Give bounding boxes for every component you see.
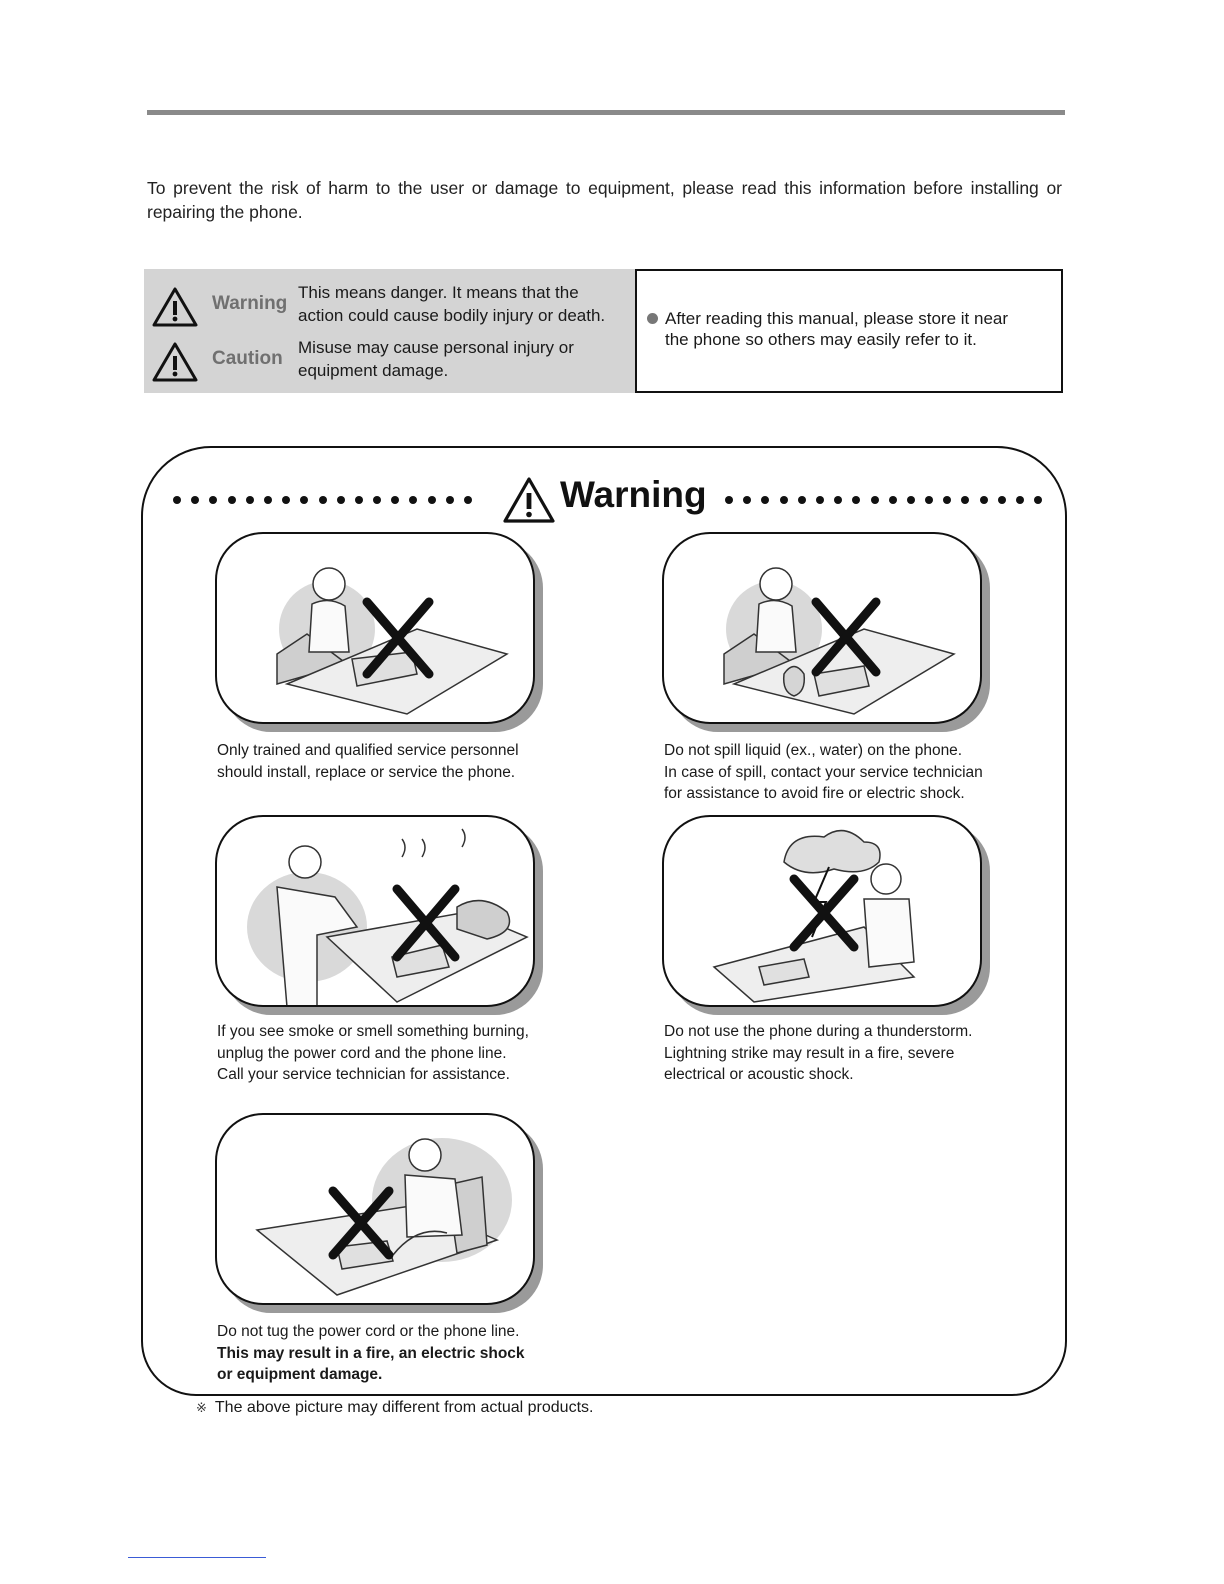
- caution-triangle-icon: [152, 342, 198, 382]
- footnote: [196, 1399, 593, 1417]
- person-repairing-phone-illustration: [217, 534, 535, 724]
- legend-caution-desc-line: equipment damage.: [298, 361, 449, 380]
- caption-line: If you see smoke or smell something burning,: [217, 1023, 529, 1040]
- bullet-icon: [647, 313, 658, 324]
- illustration-frame: [215, 815, 535, 1007]
- dot: [1016, 496, 1024, 504]
- legend-key: [144, 269, 635, 393]
- panel-title: Warning: [560, 474, 707, 515]
- dot: [761, 496, 769, 504]
- warning-item-caption: [217, 740, 557, 783]
- legend-warning-row: [152, 281, 632, 331]
- dot: [980, 496, 988, 504]
- dotted-rule-right: [725, 496, 1045, 506]
- caption-line: Call your service technician for assistance.: [217, 1066, 510, 1083]
- person-tugging-cord-illustration: [217, 1115, 535, 1305]
- dot: [373, 496, 381, 504]
- caption-line: Do not tug the power cord or the phone line.: [217, 1323, 520, 1340]
- caption-line: unplug the power cord and the phone line.: [217, 1044, 507, 1062]
- warning-item-caption: [217, 1021, 557, 1086]
- illustration-frame: [662, 815, 982, 1007]
- prohibited-x-icon: [794, 879, 854, 947]
- caption-line: Lightning strike may result in a fire, severe: [664, 1044, 955, 1062]
- dot: [337, 496, 345, 504]
- caption-line: electrical or acoustic shock.: [664, 1066, 854, 1083]
- dot: [246, 496, 254, 504]
- warning-panel: [141, 446, 1067, 1396]
- dot: [319, 496, 327, 504]
- dot: [1034, 496, 1042, 504]
- illustration-liquid-spill: [662, 532, 986, 728]
- person-spilling-liquid-illustration: [664, 534, 982, 724]
- legend-warning-desc-line: action could cause bodily injury or death.: [298, 306, 606, 325]
- illustration-tug-cord: [215, 1113, 539, 1309]
- person-smelling-smoke-illustration: [217, 817, 535, 1007]
- caption-line-bold: or equipment damage.: [217, 1366, 383, 1383]
- caption-line: should install, replace or service the phone.: [217, 763, 516, 781]
- dot: [191, 496, 199, 504]
- caption-line: In case of spill, contact your service technician: [664, 763, 983, 781]
- illustration-thunderstorm: [662, 815, 986, 1011]
- dot: [961, 496, 969, 504]
- caption-line: Only trained and qualified service personnel: [217, 742, 519, 759]
- dot: [173, 496, 181, 504]
- storage-note-line: After reading this manual, please store it near: [665, 309, 1009, 328]
- legend-caution-desc-line: Misuse may cause personal injury or: [298, 338, 574, 357]
- warning-item-caption: [664, 740, 1044, 805]
- storage-note-text: [665, 308, 1055, 350]
- dot: [446, 496, 454, 504]
- caption-line: Do not spill liquid (ex., water) on the phone.: [664, 742, 963, 759]
- legend-caution-description: [298, 336, 574, 382]
- storage-note-line: the phone so others may easily refer to it.: [665, 330, 977, 349]
- dot: [355, 496, 363, 504]
- legend-caution-label: Caution: [212, 348, 283, 369]
- header-rule: [147, 110, 1065, 115]
- dot: [925, 496, 933, 504]
- illustration-frame: [215, 532, 535, 724]
- legend-warning-description: [298, 281, 605, 327]
- illustration-smoke: [215, 815, 539, 1011]
- dot: [889, 496, 897, 504]
- warning-triangle-icon: [503, 477, 555, 523]
- storage-note: [635, 269, 1063, 393]
- dot: [428, 496, 436, 504]
- dot: [816, 496, 824, 504]
- warning-item-caption: [217, 1321, 557, 1386]
- footnote-text: The above picture may different from actual products.: [214, 1399, 594, 1416]
- bottom-rule: [128, 1557, 266, 1558]
- dot: [464, 496, 472, 504]
- dot: [780, 496, 788, 504]
- dot: [282, 496, 290, 504]
- legend-caution-row: [152, 336, 632, 386]
- illustration-frame: [662, 532, 982, 724]
- reference-mark-icon: ※: [196, 1400, 207, 1415]
- dot: [998, 496, 1006, 504]
- dot: [852, 496, 860, 504]
- dot: [725, 496, 733, 504]
- illustration-frame: [215, 1113, 535, 1305]
- caption-line: Do not use the phone during a thunderstorm.: [664, 1023, 973, 1040]
- legend-warning-label: Warning: [212, 293, 288, 314]
- dot: [409, 496, 417, 504]
- panel-heading: [143, 474, 1065, 524]
- dot: [228, 496, 236, 504]
- dot: [907, 496, 915, 504]
- dotted-rule-left: [173, 496, 473, 506]
- legend-warning-desc-line: This means danger. It means that the: [298, 283, 579, 302]
- dot: [798, 496, 806, 504]
- warning-triangle-icon: [152, 287, 198, 327]
- caption-line-bold: This may result in a fire, an electric shock: [217, 1344, 525, 1362]
- dot: [871, 496, 879, 504]
- person-phone-thunderstorm-illustration: [664, 817, 982, 1007]
- illustration-service-personnel: [215, 532, 539, 728]
- dot: [391, 496, 399, 504]
- warning-item-caption: [664, 1021, 1044, 1086]
- dot: [743, 496, 751, 504]
- dot: [834, 496, 842, 504]
- dot: [264, 496, 272, 504]
- dot: [943, 496, 951, 504]
- dot: [209, 496, 217, 504]
- dot: [300, 496, 308, 504]
- caption-line: for assistance to avoid fire or electric shock.: [664, 785, 965, 802]
- legend-box: [144, 269, 1063, 393]
- intro-paragraph: To prevent the risk of harm to the user or damage to equipment, please read this information before installing or repairing the phone.: [147, 178, 1062, 222]
